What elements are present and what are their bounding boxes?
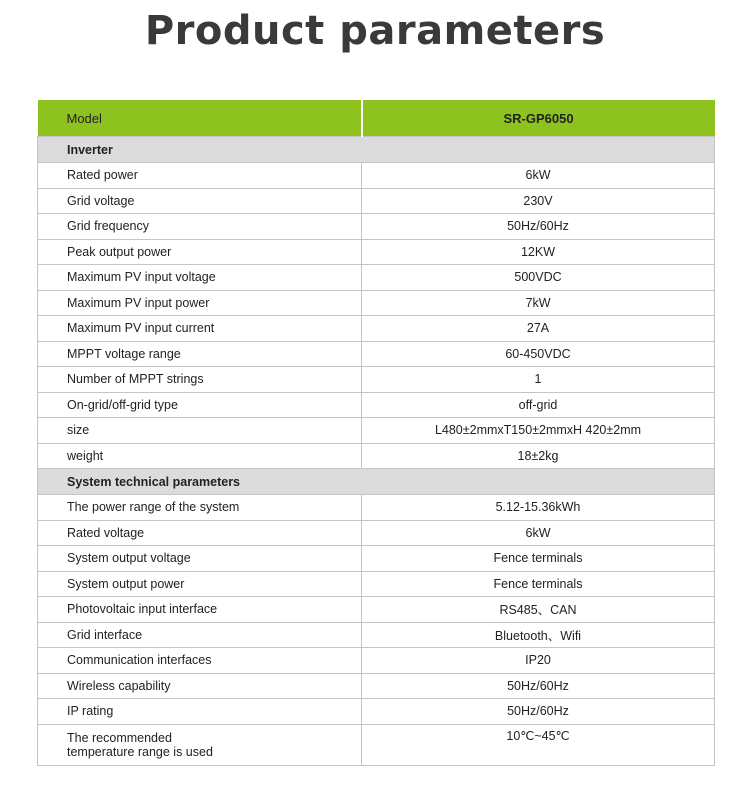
parameter-value: RS485、CAN xyxy=(362,597,715,623)
parameter-label: Grid frequency xyxy=(38,214,362,240)
section-header-row xyxy=(38,469,715,495)
parameter-label: weight xyxy=(38,443,362,469)
parameter-label: On-grid/off-grid type xyxy=(38,392,362,418)
table-row xyxy=(38,648,715,674)
table-row xyxy=(38,622,715,648)
parameter-label: Maximum PV input current xyxy=(38,316,362,342)
parameter-value: off-grid xyxy=(362,392,715,418)
model-label: Model xyxy=(38,100,362,137)
parameters-table xyxy=(37,100,715,766)
parameter-label: Communication interfaces xyxy=(38,648,362,674)
parameter-value: 500VDC xyxy=(362,265,715,291)
parameter-value: 6kW xyxy=(362,520,715,546)
parameter-value: Fence terminals xyxy=(362,571,715,597)
parameters-table-body xyxy=(38,100,715,765)
parameter-value: 50Hz/60Hz xyxy=(362,673,715,699)
table-row xyxy=(38,163,715,189)
section-header-row xyxy=(38,137,715,163)
parameter-value: 27A xyxy=(362,316,715,342)
parameter-label: Number of MPPT strings xyxy=(38,367,362,393)
parameter-value: 7kW xyxy=(362,290,715,316)
parameter-value: Bluetooth、Wifi xyxy=(362,622,715,648)
table-row xyxy=(38,520,715,546)
table-row xyxy=(38,290,715,316)
parameter-value: 5.12-15.36kWh xyxy=(362,495,715,521)
parameter-label: The recommended temperature range is used xyxy=(38,724,362,765)
parameter-value: 10℃~45℃ xyxy=(362,724,715,765)
parameter-label: Maximum PV input power xyxy=(38,290,362,316)
parameter-label: Maximum PV input voltage xyxy=(38,265,362,291)
table-row xyxy=(38,597,715,623)
table-row xyxy=(38,418,715,444)
table-row xyxy=(38,571,715,597)
page-title: Product parameters xyxy=(144,8,606,54)
parameter-value: 6kW xyxy=(362,163,715,189)
table-row xyxy=(38,699,715,725)
table-row xyxy=(38,443,715,469)
table-row xyxy=(38,724,715,765)
parameter-value: IP20 xyxy=(362,648,715,674)
section-title: Inverter xyxy=(38,137,715,163)
table-row xyxy=(38,367,715,393)
table-row xyxy=(38,495,715,521)
table-header-row xyxy=(38,100,715,137)
parameter-label: Rated power xyxy=(38,163,362,189)
parameter-value: 18±2kg xyxy=(362,443,715,469)
parameter-value: 230V xyxy=(362,188,715,214)
table-row xyxy=(38,392,715,418)
parameter-value: Fence terminals xyxy=(362,546,715,572)
table-row xyxy=(38,214,715,240)
table-row xyxy=(38,546,715,572)
table-row xyxy=(38,239,715,265)
parameter-label: MPPT voltage range xyxy=(38,341,362,367)
table-row xyxy=(38,316,715,342)
parameter-label: Rated voltage xyxy=(38,520,362,546)
table-row xyxy=(38,188,715,214)
parameter-label: Peak output power xyxy=(38,239,362,265)
parameter-value: 60-450VDC xyxy=(362,341,715,367)
parameter-label: Wireless capability xyxy=(38,673,362,699)
section-title: System technical parameters xyxy=(38,469,715,495)
parameter-value: 12KW xyxy=(362,239,715,265)
table-row xyxy=(38,265,715,291)
parameter-label: Photovoltaic input interface xyxy=(38,597,362,623)
parameter-label: System output voltage xyxy=(38,546,362,572)
table-row xyxy=(38,341,715,367)
table-row xyxy=(38,673,715,699)
parameter-label: System output power xyxy=(38,571,362,597)
parameter-label: size xyxy=(38,418,362,444)
parameter-value: 1 xyxy=(362,367,715,393)
parameter-label: Grid voltage xyxy=(38,188,362,214)
parameter-value: 50Hz/60Hz xyxy=(362,699,715,725)
model-value: SR-GP6050 xyxy=(362,100,715,137)
parameter-label: IP rating xyxy=(38,699,362,725)
parameter-label: The power range of the system xyxy=(38,495,362,521)
parameter-value: L480±2mmxT150±2mmxH 420±2mm xyxy=(362,418,715,444)
parameter-label: Grid interface xyxy=(38,622,362,648)
parameter-value: 50Hz/60Hz xyxy=(362,214,715,240)
